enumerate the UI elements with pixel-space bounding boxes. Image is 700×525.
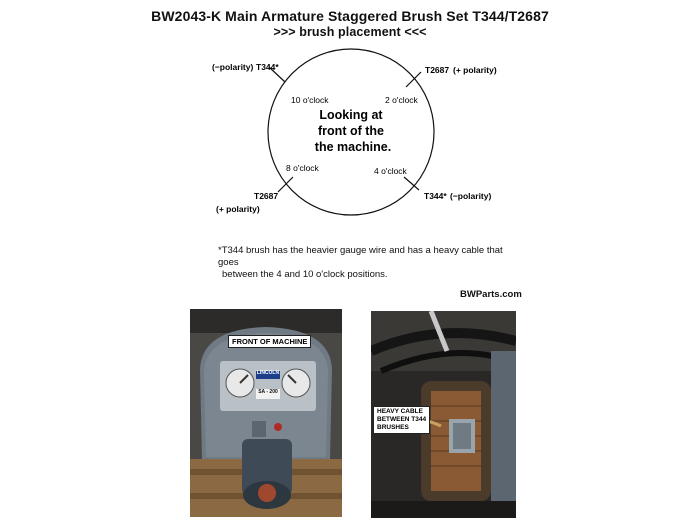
polarity-2: (+ polarity) — [453, 65, 497, 75]
nameplate-text: LINCOLN — [256, 370, 280, 376]
heavy-cable-label-line2: BETWEEN T344 — [377, 416, 427, 423]
polarity-4: (−polarity) — [450, 191, 492, 201]
photo-brush-area — [371, 311, 516, 518]
clock-8-label: 8 o'clock — [286, 163, 319, 173]
photo-front-of-machine — [190, 309, 342, 517]
heavy-cable-label-line1: HEAVY CABLE — [377, 408, 423, 415]
page-subtitle: >>> brush placement <<< — [273, 25, 427, 39]
front-of-machine-label: FRONT OF MACHINE — [228, 335, 311, 348]
center-text-line1: Looking at — [319, 108, 383, 122]
brush-2: T2687 — [425, 65, 450, 75]
heavy-cable-label-line3: BRUSHES — [377, 424, 409, 431]
clock-4-label: 4 o'clock — [374, 166, 407, 176]
brush-10: T344* — [256, 62, 279, 72]
footnote-line1: *T344 brush has the heavier gauge wire and has a heavy cable that goes — [218, 245, 503, 268]
polarity-8: (+ polarity) — [216, 204, 260, 214]
footnote — [218, 245, 518, 281]
heavy-cable-label — [373, 406, 430, 434]
polarity-10: (−polarity) — [212, 62, 254, 72]
footnote-line2: between the 4 and 10 o'clock positions. — [222, 269, 388, 280]
model-text: SA - 200 — [258, 389, 278, 395]
brush-4: T344* — [424, 191, 447, 201]
brush-8: T2687 — [254, 191, 279, 201]
clock-2-label: 2 o'clock — [385, 95, 418, 105]
center-text-line2: front of the — [318, 124, 384, 138]
page-title: BW2043-K Main Armature Staggered Brush Set T344/T2687 — [151, 8, 549, 24]
clock-10-label: 10 o'clock — [291, 95, 329, 105]
site-label: BWParts.com — [460, 289, 522, 300]
center-text-line3: the machine. — [314, 140, 392, 154]
